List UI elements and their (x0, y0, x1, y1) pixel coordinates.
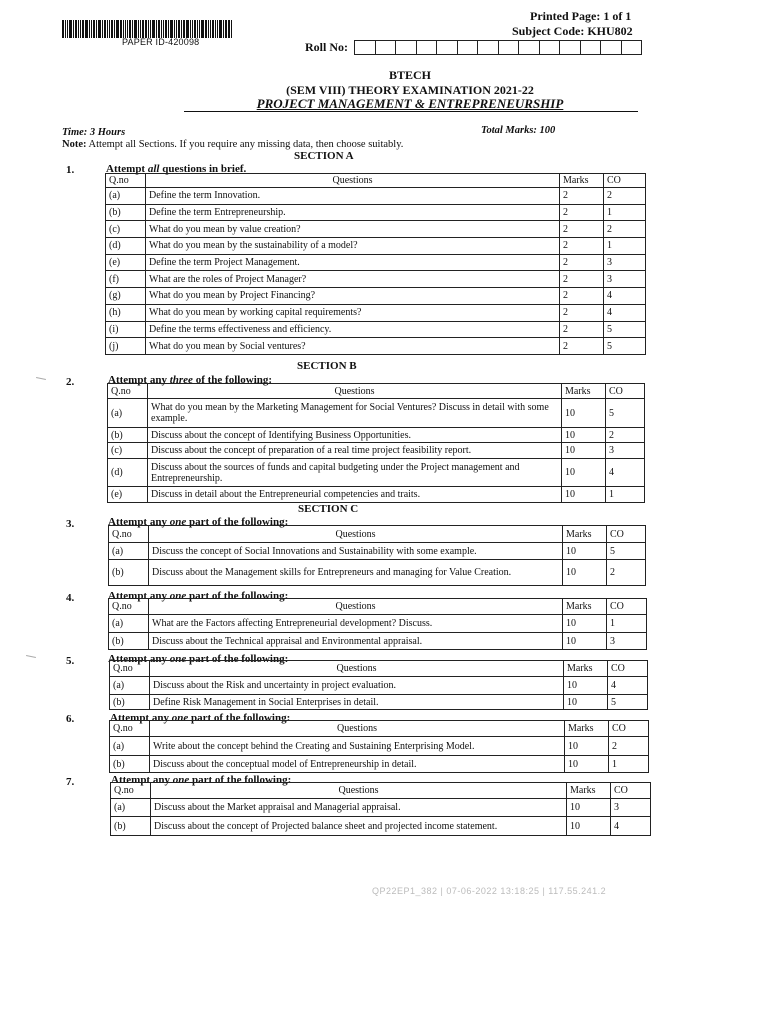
marks-cell: 10 (563, 543, 607, 560)
q1-instruction: Attempt all questions in brief. (106, 163, 247, 175)
barcode-bar (197, 20, 198, 38)
barcode-bar (138, 20, 139, 38)
note-label: Note: (62, 139, 87, 150)
barcode-bar (96, 20, 97, 38)
marks-header: Marks (565, 721, 609, 737)
table-row (110, 677, 648, 695)
co-cell: 5 (606, 399, 645, 428)
marks-cell: 10 (562, 399, 606, 428)
co-cell: 5 (604, 321, 646, 338)
question-cell: What do you mean by value creation? (146, 221, 560, 238)
co-header: CO (611, 783, 651, 799)
barcode-bar (215, 20, 216, 38)
marks-header: Marks (564, 661, 608, 677)
table-row (106, 221, 646, 238)
barcode-bar (91, 20, 92, 38)
marks-cell: 10 (565, 737, 609, 756)
barcode-bar (145, 20, 147, 38)
table-row (106, 288, 646, 305)
table-header-row (110, 721, 649, 737)
table-row (108, 487, 645, 503)
section-b-title: SECTION B (297, 360, 357, 372)
marks-cell: 2 (560, 338, 604, 355)
barcode-bar (109, 20, 110, 38)
co-cell: 4 (604, 304, 646, 321)
co-cell: 1 (609, 756, 649, 773)
marks-cell: 2 (560, 304, 604, 321)
table-row (106, 204, 646, 221)
q4-table (108, 598, 647, 650)
question-cell: What do you mean by the Marketing Management for Social Ventures? Discuss in detail with some example. (148, 399, 562, 428)
qno-cell: (i) (106, 321, 146, 338)
marks-header: Marks (563, 526, 607, 543)
qno-cell: (a) (108, 399, 148, 428)
table-row (106, 304, 646, 321)
marks-cell: 2 (560, 204, 604, 221)
barcode-bar (102, 20, 103, 38)
barcode-bar (73, 20, 74, 38)
barcode-bar (194, 20, 196, 38)
q2-instruction: Attempt any three of the following: (108, 374, 273, 386)
marks-header: Marks (563, 599, 607, 615)
qno-cell: (f) (106, 271, 146, 288)
barcode-bar (205, 20, 207, 38)
question-cell: What do you mean by Social ventures? (146, 338, 560, 355)
barcode-bar (223, 20, 224, 38)
roll-box (519, 41, 540, 54)
co-cell: 2 (607, 560, 646, 586)
co-header: CO (604, 174, 646, 188)
marks-header: Marks (562, 384, 606, 399)
table-row (106, 254, 646, 271)
qno-cell: (j) (106, 338, 146, 355)
barcode-bar (190, 20, 191, 38)
table-header-row (106, 174, 646, 188)
time-allowed: Time: 3 Hours (62, 127, 126, 138)
co-cell: 2 (606, 428, 645, 443)
barcode-bar (201, 20, 204, 38)
question-cell: Define the terms effectiveness and efficiency. (146, 321, 560, 338)
barcode-bar (225, 20, 227, 38)
questions-header: Questions (149, 599, 563, 615)
table-row (106, 238, 646, 255)
exam-title: (SEM VIII) THEORY EXAMINATION 2021-22 (286, 83, 534, 97)
co-cell: 4 (611, 817, 651, 836)
barcode-bar (165, 20, 167, 38)
q1-number: 1. (66, 164, 75, 176)
qno-header: Q.no (106, 174, 146, 188)
qno-cell: (c) (108, 443, 148, 459)
barcode-bar (156, 20, 157, 38)
barcode-bar (114, 20, 115, 38)
barcode-bar (93, 20, 95, 38)
co-cell: 4 (606, 459, 645, 487)
qno-cell: (d) (108, 459, 148, 487)
barcode-bar (168, 20, 169, 38)
table-row (106, 338, 646, 355)
table-row (111, 799, 651, 817)
co-cell: 5 (607, 543, 646, 560)
marks-cell: 10 (563, 633, 607, 650)
footer-stamp: QP22EP1_382 | 07-06-2022 13:18:25 | 117.55.241.2 (372, 886, 607, 896)
table-row (108, 399, 645, 428)
barcode-bar (217, 20, 218, 38)
barcode-bar (161, 20, 162, 38)
total-marks: Total Marks: 100 (481, 125, 556, 136)
barcode-bar (82, 20, 84, 38)
table-row (106, 271, 646, 288)
question-cell: Define Risk Management in Social Enterprises in detail. (150, 695, 564, 710)
questions-header: Questions (148, 384, 562, 399)
printed-page: Printed Page: 1 of 1 (530, 9, 632, 23)
co-cell: 3 (607, 633, 647, 650)
co-cell: 1 (604, 204, 646, 221)
qno-cell: (a) (106, 188, 146, 205)
roll-number (305, 40, 642, 55)
barcode-bar (123, 20, 124, 38)
barcode-bar (142, 20, 144, 38)
barcode-bar (69, 20, 72, 38)
co-header: CO (609, 721, 649, 737)
q5-table (109, 660, 648, 710)
barcode-bar (176, 20, 177, 38)
roll-box (376, 41, 397, 54)
barcode-bar (107, 20, 108, 38)
q4-number: 4. (66, 592, 75, 604)
barcode-bar (111, 20, 113, 38)
barcode-bar (186, 20, 189, 38)
barcode (62, 20, 268, 38)
barcode-bar (67, 20, 68, 38)
barcode-bar (199, 20, 200, 38)
q1-table (105, 173, 646, 355)
paper-id: PAPER ID-420098 (122, 37, 200, 47)
qno-cell: (a) (110, 737, 150, 756)
barcode-bar (120, 20, 122, 38)
marks-cell: 10 (563, 560, 607, 586)
q2-table (107, 383, 645, 503)
qno-header: Q.no (111, 783, 151, 799)
question-cell: What do you mean by the sustainability of a model? (146, 238, 560, 255)
marks-cell: 2 (560, 221, 604, 238)
qno-header: Q.no (110, 661, 150, 677)
roll-box (458, 41, 479, 54)
barcode-bar (163, 20, 164, 38)
section-a-title: SECTION A (294, 150, 354, 162)
marks-cell: 10 (562, 443, 606, 459)
q3-number: 3. (66, 518, 75, 530)
question-cell: Discuss about the concept of preparation of a real time project feasibility report. (148, 443, 562, 459)
section-c-title: SECTION C (298, 503, 359, 515)
marks-cell: 10 (567, 817, 611, 836)
qno-cell: (h) (106, 304, 146, 321)
table-header-row (109, 526, 646, 543)
barcode-bar (129, 20, 131, 38)
question-cell: Define the term Innovation. (146, 188, 560, 205)
roll-box (622, 41, 642, 54)
marks-cell: 10 (562, 487, 606, 503)
marks-cell: 10 (565, 756, 609, 773)
barcode-bar (125, 20, 126, 38)
marks-cell: 2 (560, 288, 604, 305)
marks-cell: 10 (562, 428, 606, 443)
co-header: CO (606, 384, 645, 399)
table-row (109, 543, 646, 560)
qno-cell: (a) (111, 799, 151, 817)
questions-header: Questions (149, 526, 563, 543)
barcode-bar (219, 20, 222, 38)
q7-number: 7. (66, 776, 75, 788)
question-cell: Write about the concept behind the Creating and Sustaining Enterprising Model. (150, 737, 565, 756)
question-cell: Discuss about the Management skills for Entrepreneurs and managing for Value Creation. (149, 560, 563, 586)
questions-header: Questions (146, 174, 560, 188)
marks-cell: 10 (564, 695, 608, 710)
qno-cell: (b) (111, 817, 151, 836)
question-cell: Discuss the concept of Social Innovations and Sustainability with some example. (149, 543, 563, 560)
barcode-bar (178, 20, 180, 38)
q6-instruction: Attempt any one part of the following: (110, 712, 291, 724)
roll-box (478, 41, 499, 54)
co-cell: 1 (606, 487, 645, 503)
marks-cell: 10 (564, 677, 608, 695)
qno-cell: (b) (109, 633, 149, 650)
table-header-row (110, 661, 648, 677)
marks-cell: 10 (567, 799, 611, 817)
question-cell: Discuss about the concept of Identifying Business Opportunities. (148, 428, 562, 443)
barcode-bar (65, 20, 66, 38)
barcode-bar (192, 20, 193, 38)
marks-header: Marks (567, 783, 611, 799)
program-title: BTECH (388, 68, 431, 82)
question-cell: Discuss about the conceptual model of Entrepreneurship in detail. (150, 756, 565, 773)
co-cell: 3 (604, 254, 646, 271)
co-header: CO (607, 526, 646, 543)
note-text: Attempt all Sections. If you require any missing data, then choose suitably. (86, 139, 404, 150)
question-cell: Define the term Project Management. (146, 254, 560, 271)
co-cell: 2 (609, 737, 649, 756)
table-row (109, 615, 647, 633)
header-rule (184, 111, 638, 112)
note (62, 139, 403, 150)
barcode-bar (132, 20, 133, 38)
co-header: CO (608, 661, 648, 677)
barcode-bar (181, 20, 182, 38)
table-row (108, 459, 645, 487)
table-row (110, 737, 649, 756)
scan-mark (26, 655, 36, 658)
question-cell: What do you mean by Project Financing? (146, 288, 560, 305)
barcode-bar (183, 20, 185, 38)
q7-instruction: Attempt any one part of the following: (111, 774, 292, 786)
roll-box (601, 41, 622, 54)
co-cell: 2 (604, 188, 646, 205)
marks-cell: 2 (560, 271, 604, 288)
barcode-bar (212, 20, 214, 38)
qno-cell: (b) (108, 428, 148, 443)
question-cell: What are the Factors affecting Entrepreneurial development? Discuss. (149, 615, 563, 633)
table-row (110, 756, 649, 773)
roll-box (396, 41, 417, 54)
barcode-bar (116, 20, 119, 38)
barcode-bar (150, 20, 151, 38)
qno-cell: (e) (108, 487, 148, 503)
q5-instruction: Attempt any one part of the following: (108, 653, 289, 665)
barcode-bar (148, 20, 149, 38)
co-cell: 5 (604, 338, 646, 355)
marks-cell: 2 (560, 238, 604, 255)
roll-box (417, 41, 438, 54)
question-cell: What are the roles of Project Manager? (146, 271, 560, 288)
qno-header: Q.no (109, 526, 149, 543)
qno-cell: (a) (110, 677, 150, 695)
qno-header: Q.no (110, 721, 150, 737)
scan-mark (36, 377, 46, 380)
marks-cell: 10 (562, 459, 606, 487)
roll-label: Roll No: (305, 40, 348, 54)
barcode-bar (80, 20, 81, 38)
questions-header: Questions (150, 721, 565, 737)
barcode-bar (134, 20, 137, 38)
co-cell: 3 (611, 799, 651, 817)
co-cell: 4 (608, 677, 648, 695)
table-header-row (108, 384, 645, 399)
co-cell: 2 (604, 221, 646, 238)
barcode-bar (78, 20, 79, 38)
subject-title: PROJECT MANAGEMENT & ENTREPRENEURSHIP (256, 96, 564, 111)
question-cell: Define the term Entrepreneurship. (146, 204, 560, 221)
table-row (106, 188, 646, 205)
co-cell: 3 (606, 443, 645, 459)
barcode-bar (170, 20, 173, 38)
question-cell: Discuss about the Market appraisal and Managerial appraisal. (151, 799, 567, 817)
barcode-bar (228, 20, 230, 38)
barcode-bar (174, 20, 175, 38)
barcode-bar (140, 20, 141, 38)
co-cell: 5 (608, 695, 648, 710)
questions-header: Questions (150, 661, 564, 677)
table-row (110, 695, 648, 710)
table-row (106, 321, 646, 338)
q6-number: 6. (66, 713, 75, 725)
marks-cell: 2 (560, 254, 604, 271)
qno-cell: (a) (109, 543, 149, 560)
q2-number: 2. (66, 376, 75, 388)
q3-table (108, 525, 646, 586)
co-cell: 3 (604, 271, 646, 288)
qno-cell: (b) (106, 204, 146, 221)
q7-table (110, 782, 651, 836)
question-cell: Discuss about the Technical appraisal and Environmental appraisal. (149, 633, 563, 650)
qno-cell: (a) (109, 615, 149, 633)
qno-cell: (b) (109, 560, 149, 586)
q4-instruction: Attempt any one part of the following: (108, 590, 289, 602)
barcode-bar (98, 20, 101, 38)
roll-boxes (354, 40, 642, 55)
barcode-bar (208, 20, 209, 38)
co-cell: 4 (604, 288, 646, 305)
qno-cell: (e) (106, 254, 146, 271)
question-cell: What do you mean by working capital requirements? (146, 304, 560, 321)
marks-header: Marks (560, 174, 604, 188)
co-header: CO (607, 599, 647, 615)
marks-cell: 10 (563, 615, 607, 633)
marks-cell: 2 (560, 188, 604, 205)
marks-cell: 2 (560, 321, 604, 338)
q6-table (109, 720, 649, 773)
barcode-bar (75, 20, 77, 38)
question-cell: Discuss in detail about the Entrepreneurial competencies and traits. (148, 487, 562, 503)
table-header-row (109, 599, 647, 615)
co-cell: 1 (607, 615, 647, 633)
qno-header: Q.no (109, 599, 149, 615)
table-header-row (111, 783, 651, 799)
table-row (108, 443, 645, 459)
roll-box (540, 41, 561, 54)
qno-header: Q.no (108, 384, 148, 399)
qno-cell: (b) (110, 695, 150, 710)
barcode-bar (158, 20, 160, 38)
q3-instruction: Attempt any one part of the following: (108, 516, 289, 528)
subject-code: Subject Code: KHU802 (512, 24, 633, 38)
roll-box (499, 41, 520, 54)
barcode-bar (62, 20, 64, 38)
qno-cell: (b) (110, 756, 150, 773)
table-row (109, 560, 646, 586)
questions-header: Questions (151, 783, 567, 799)
roll-box (355, 41, 376, 54)
co-cell: 1 (604, 238, 646, 255)
question-cell: Discuss about the sources of funds and capital budgeting under the Project management and Entrepreneurship. (148, 459, 562, 487)
barcode-bar (85, 20, 88, 38)
roll-box (560, 41, 581, 54)
question-cell: Discuss about the concept of Projected balance sheet and projected income statement. (151, 817, 567, 836)
qno-cell: (d) (106, 238, 146, 255)
table-row (108, 428, 645, 443)
q5-number: 5. (66, 655, 75, 667)
question-cell: Discuss about the Risk and uncertainty in project evaluation. (150, 677, 564, 695)
table-row (109, 633, 647, 650)
barcode-bar (152, 20, 155, 38)
barcode-bar (231, 20, 232, 38)
table-row (111, 817, 651, 836)
roll-box (581, 41, 602, 54)
barcode-bar (104, 20, 106, 38)
qno-cell: (g) (106, 288, 146, 305)
qno-cell: (c) (106, 221, 146, 238)
barcode-bar (210, 20, 211, 38)
barcode-bar (127, 20, 128, 38)
barcode-bar (89, 20, 90, 38)
roll-box (437, 41, 458, 54)
